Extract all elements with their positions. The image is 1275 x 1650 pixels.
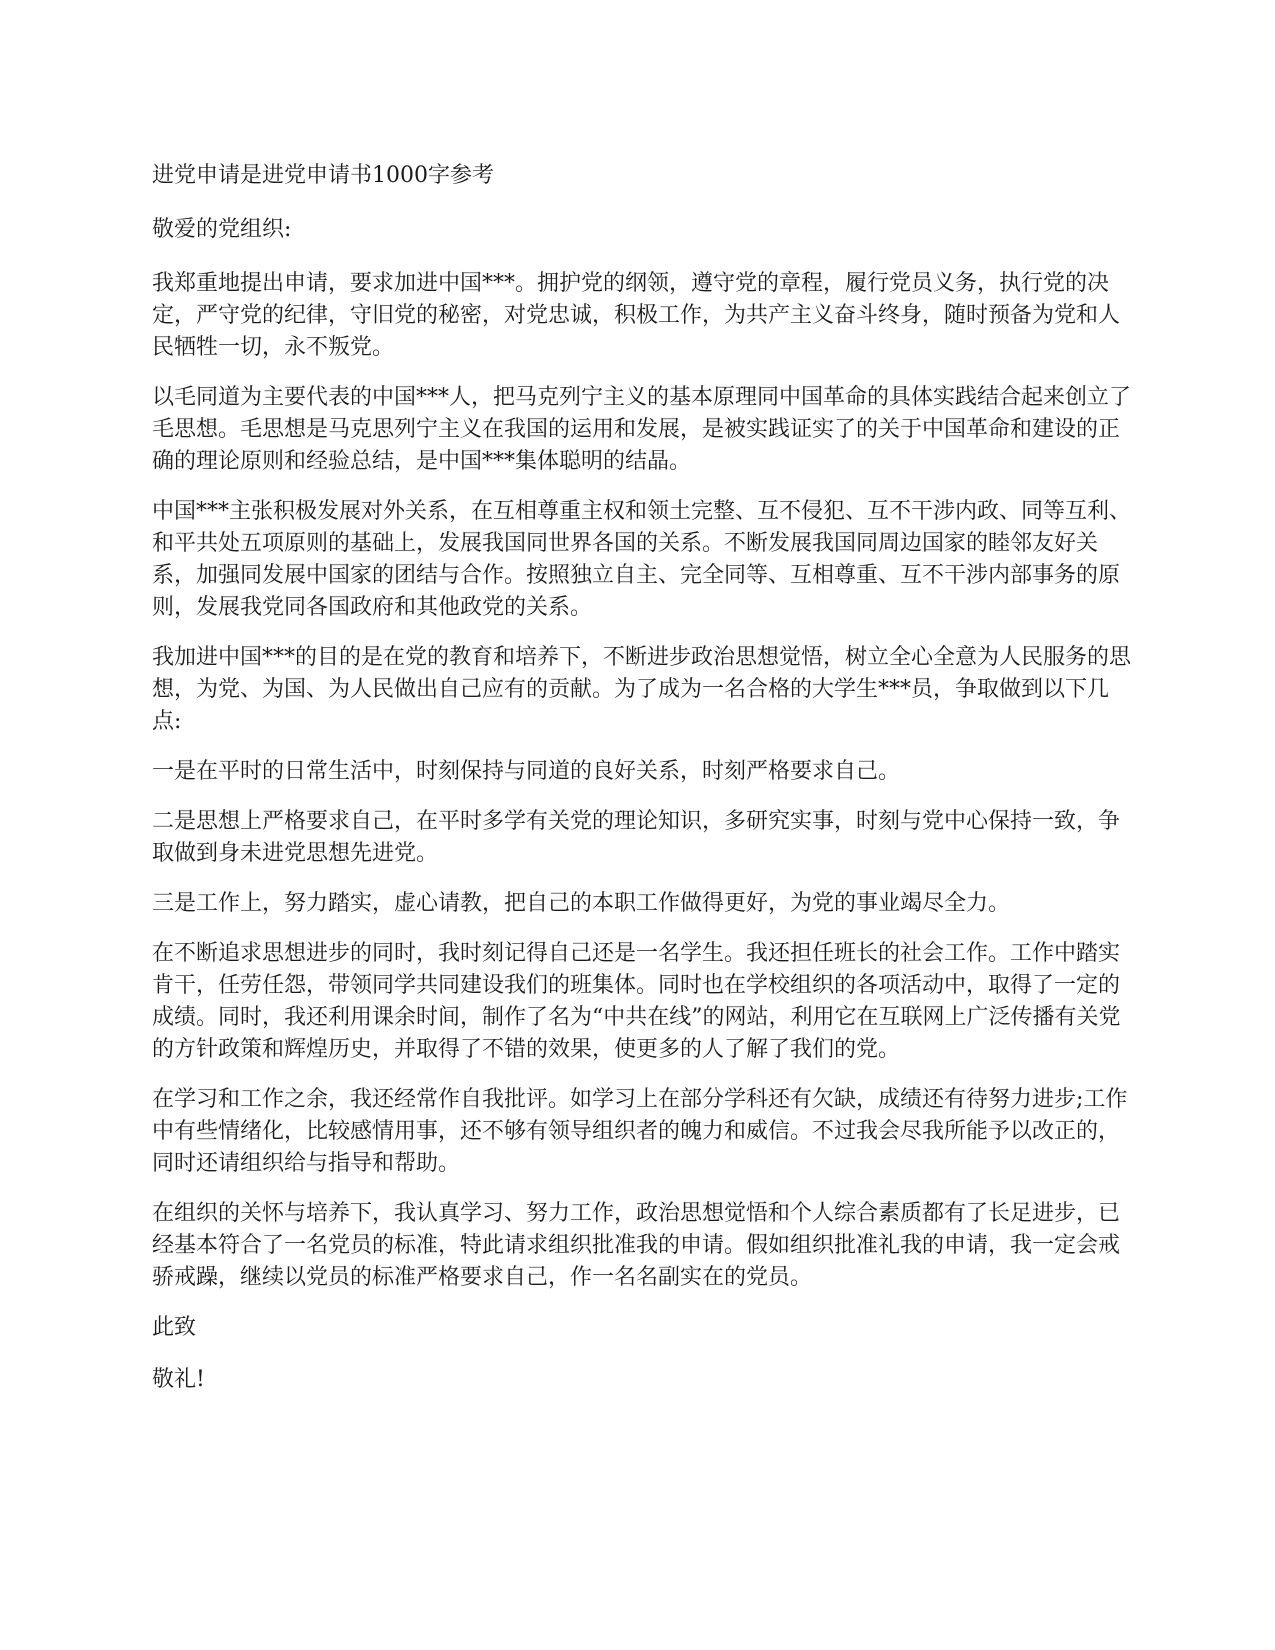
paragraph-9: 在学习和工作之余，我还经常作自我批评。如学习上在部分学科还有欠缺，成绩还有待努力进步;工作中有些情绪化，比较感情用事，还不够有领导组织者的魄力和威信。不过我会尽我所能予以改正的，同时还请组织给与指导和帮助。: [152, 1087, 1128, 1176]
paragraph-1: 我郑重地提出申请，要求加进中国***。拥护党的纲领，遵守党的章程，履行党员义务，执行党的决定，严守党的纪律，守旧党的秘密，对党忠诚，积极工作，为共产主义奋斗终身，随时预备为党和人民牺牲一切，永不叛党。: [152, 271, 1121, 360]
closing-line-2: 敬礼!: [152, 1367, 205, 1392]
document-page: [152, 160, 1132, 1414]
paragraph-3: 中国***主张积极发展对外关系，在互相尊重主权和领土完整、互不侵犯、互不干涉内政、同等互利、和平共处五项原则的基础上，发展我国同世界各国的关系。不断发展我国同周边国家的睦邻友好关系，加强同发展中国家的团结与合作。按照独立自主、完全同等、互相尊重、互不干涉内部事务的原则，发展我党同各国政府和其他政党的关系。: [152, 499, 1132, 620]
closing-line-1: 此致: [152, 1315, 197, 1340]
salutation: 敬爱的党组织:: [152, 217, 292, 242]
paragraph-2: 以毛同道为主要代表的中国***人，把马克列宁主义的基本原理同中国革命的具体实践结合起来创立了毛思想。毛思想是马克思列宁主义在我国的运用和发展，是被实践证实了的关于中国革命和建设的正确的理论原则和经验总结，是中国***集体聪明的结晶。: [152, 385, 1132, 474]
paragraph-7: 三是工作上，努力踏实，虚心请教，把自己的本职工作做得更好，为党的事业竭尽全力。: [152, 891, 1011, 916]
paragraph-6: 二是思想上严格要求自己，在平时多学有关党的理论知识，多研究实事，时刻与党中心保持一致，争取做到身未进党思想先进党。: [152, 809, 1121, 866]
paragraph-8: 在不断追求思想进步的同时，我时刻记得自己还是一名学生。我还担任班长的社会工作。工作中踏实肯干，任劳任怨，带领同学共同建设我们的班集体。同时也在学校组织的各项活动中，取得了一定的成绩。同时，我还利用课余时间，制作了名为“中共在线”的网站，利用它在互联网上广泛传播有关党的方针政策和辉煌历史，并取得了不错的效果，使更多的人了解了我们的党。: [152, 941, 1121, 1062]
paragraph-10: 在组织的关怀与培养下，我认真学习、努力工作，政治思想觉悟和个人综合素质都有了长足进步，已经基本符合了一名党员的标准，特此请求组织批准我的申请。假如组织批准礼我的申请，我一定会戒骄戒躁，继续以党员的标准严格要求自己，作一名名副实在的党员。: [152, 1201, 1121, 1290]
paragraph-5: 一是在平时的日常生活中，时刻保持与同道的良好关系，时刻严格要求自己。: [152, 759, 901, 784]
document-title: 进党申请是进党申请书1000字参考: [152, 163, 494, 188]
paragraph-4: 我加进中国***的目的是在党的教育和培养下，不断进步政治思想觉悟，树立全心全意为人民服务的思想，为党、为国、为人民做出自己应有的贡献。为了成为一名合格的大学生***员，争取做到以下几点:: [152, 645, 1132, 734]
